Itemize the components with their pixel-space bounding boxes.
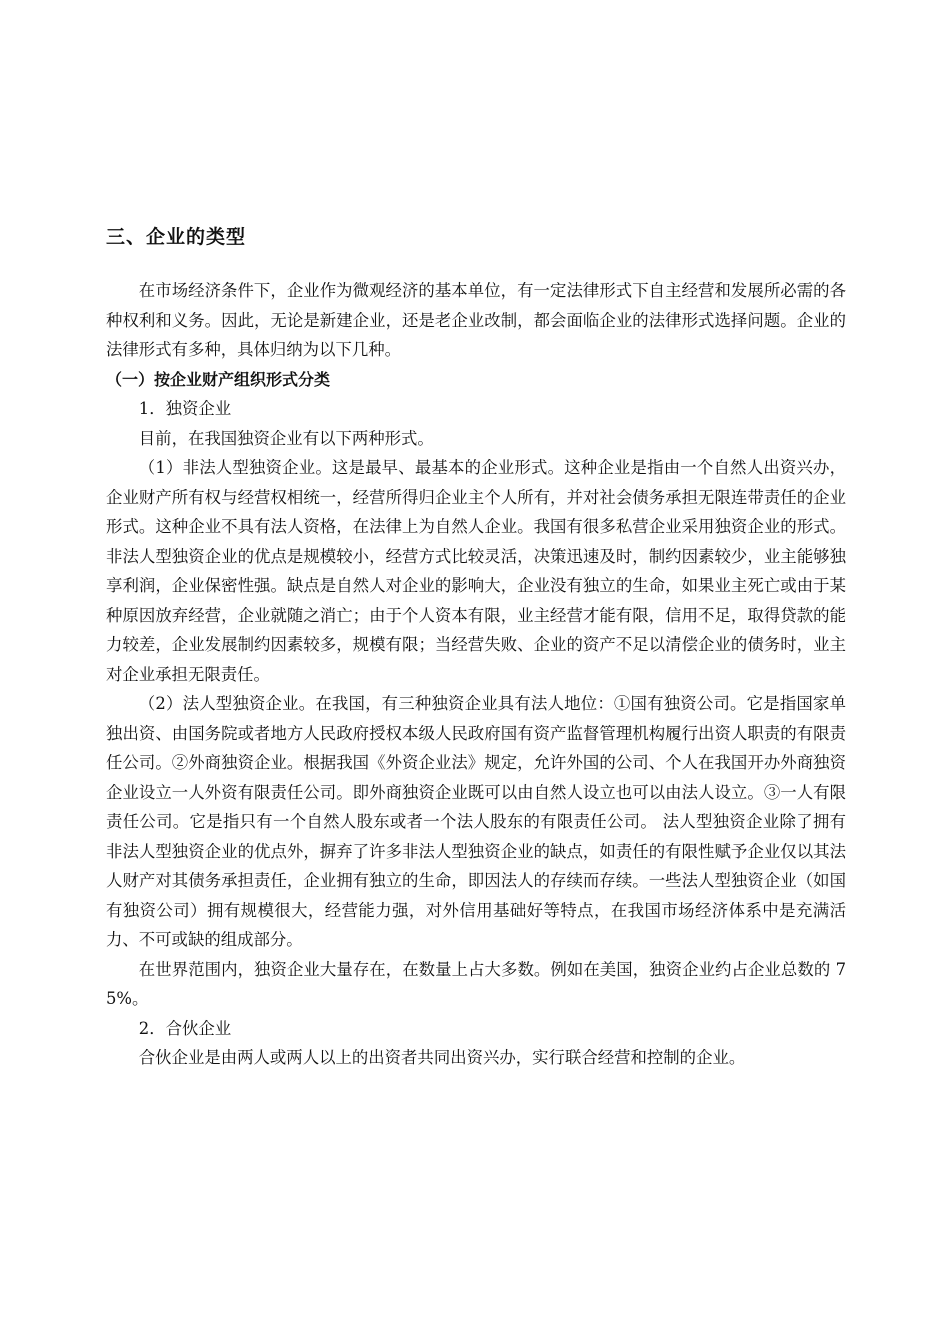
item1-title: 1．独资企业 [138, 399, 232, 418]
world-statistics-paragraph: 在世界范围内，独资企业大量存在，在数量上占大多数。例如在美国，独资企业约占企业总数的 75%。 [106, 959, 846, 1008]
document-page [106, 222, 846, 1073]
item1-lead-paragraph: 目前，在我国独资企业有以下两种形式。 [138, 428, 434, 448]
intro-paragraph: 在市场经济条件下，企业作为微观经济的基本单位，有一定法律形式下自主经营和发展所必需的各种权利和义务。因此，无论是新建企业，还是老企业改制，都会面临企业的法律形式选择问题。企业的法律形式有多种，具体归纳为以下几种。 [106, 281, 846, 359]
item2-title: 2．合伙企业 [138, 1018, 232, 1038]
sole-proprietorship-legal-paragraph: （2）法人型独资企业。在我国，有三种独资企业具有法人地位：①国有独资公司。它是指国家单独出资、由国务院或者地方人民政府授权本级人民政府国有资产监督管理机构履行出资人职责的有限责任公司。②外商独资企业。根据我国《外资企业法》规定，允许外国的公司、个人在我国开办外商独资企业设立一人外资有限责任公司。即外商独资企业既可以由自然人设立也可以由法人设立。③一人有限责任公司。它是指只有一个自然人股东或者一个法人股东的有限责任公司。 法人型独资企业除了拥有非法人型独资企业的优点外，摒弃了许多非法人型独资企业的缺点，如责任的有限性赋予企业仅以其法人财产对其债务承担责任，企业拥有独立的生命，即因法人的存续而存续。一些法人型独资企业（如国有独资公司）拥有规模很大，经营能力强，对外信用基础好等特点，在我国市场经济体系中是充满活力、不可或缺的组成部分。 [106, 694, 846, 949]
partnership-paragraph: 合伙企业是由两人或两人以上的出资者共同出资兴办，实行联合经营和控制的企业。 [138, 1048, 746, 1067]
sole-proprietorship-non-legal-paragraph: （1）非法人型独资企业。这是最早、最基本的企业形式。这种企业是指由一个自然人出资兴办，企业财产所有权与经营权相统一，经营所得归企业主个人所有，并对社会债务承担无限连带责任的企业形式。这种企业不具有法人资格，在法律上为自然人企业。我国有很多私营企业采用独资企业的形式。非法人型独资企业的优点是规模较小，经营方式比较灵活，决策迅速及时，制约因素较少，业主能够独享利润，企业保密性强。缺点是自然人对企业的影响大，企业没有独立的生命，如果业主死亡或由于某种原因放弃经营，企业就随之消亡；由于个人资本有限，业主经营才能有限，信用不足，取得贷款的能力较差，企业发展制约因素较多，规模有限；当经营失败、企业的资产不足以清偿企业的债务时，业主对企业承担无限责任。 [106, 458, 846, 684]
subsection-heading: （一）按企业财产组织形式分类 [106, 369, 331, 389]
section-heading: 三、企业的类型 [106, 226, 247, 248]
